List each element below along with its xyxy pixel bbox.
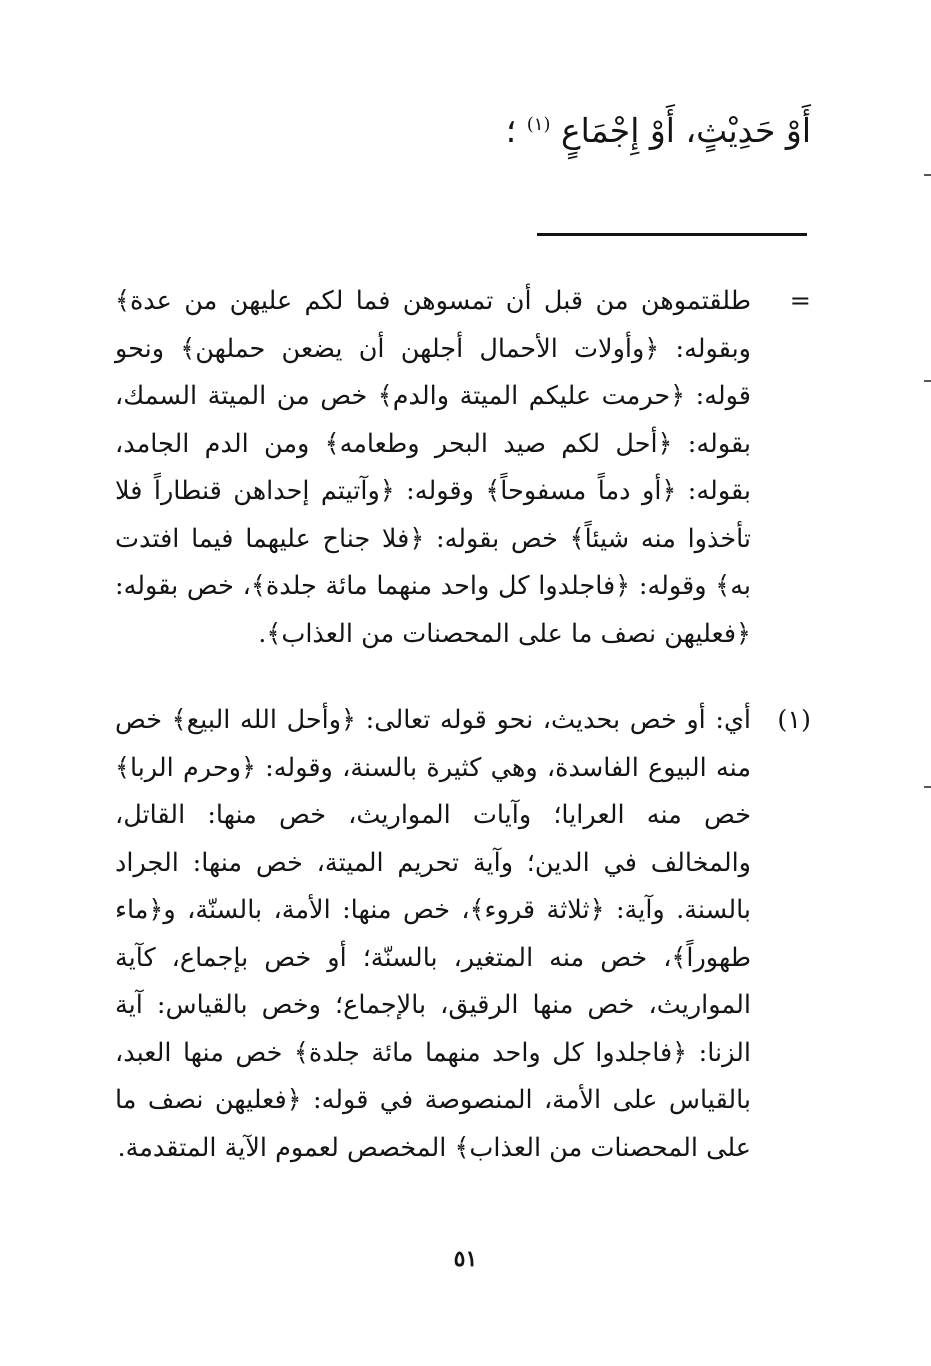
footnote-1-text: أي: أو خص بحديث، نحو قوله تعالى: ﴿وأحل الله البيع﴾ خص منه البيوع الفاسدة، وهي كثيرة بالسنة، وقوله: ﴿وحرم الربا﴾ خص منه العرايا؛ وآيات المواريث، خص منها: القاتل، والمخالف في الدين؛ وآية تحريم الميتة، خص منها: الجراد بالسنة. وآية: ﴿ثلاثة قروء﴾، خص منها: الأمة، بالسنّة، و﴿ماء طهوراً﴾، خص منه المتغير، بالسنّة؛ أو خص بإجماع، كآية المواريث، خص منها الرقيق، بالإجماع؛ وخص بالقياس: آية الزنا: ﴿فاجلدوا كل واحد منهما مائة جلدة﴾ خص منها العبد، بالقياس على الأمة، المنصوصة في قوله: ﴿فعليهن نصف ما على المحصنات من العذاب﴾ المخصص لعموم الآية المتقدمة. <box>115 705 751 1163</box>
footnote-divider <box>537 233 807 236</box>
footnote-1 <box>115 697 811 1237</box>
margin-mark <box>924 174 931 176</box>
margin-mark <box>924 786 931 788</box>
main-text: أَوْ حَدِيْثٍ، أَوْ إِجْمَاعٍ <box>560 111 811 150</box>
continuation-marker: = <box>789 286 811 316</box>
footnote-reference: (١) <box>526 114 551 135</box>
page-number: ٥١ <box>453 1246 478 1272</box>
main-text-end: ؛ <box>505 111 517 150</box>
margin-mark <box>924 380 931 382</box>
main-text-line <box>211 100 811 156</box>
footnote-1-marker: (١) <box>777 705 811 735</box>
footnote-continuation <box>115 278 811 662</box>
continuation-text: طلقتموهن من قبل أن تمسوهن فما لكم عليهن من عدة﴾ وبقوله: ﴿وأولات الأحمال أجلهن أن يضعن حملهن﴾ ونحو قوله: ﴿حرمت عليكم الميتة والدم﴾ خص من الميتة السمك، بقوله: ﴿أحل لكم صيد البحر وطعامه﴾ ومن الدم الجامد، بقوله: ﴿أو دماً مسفوحاً﴾ وقوله: ﴿وآتيتم إحداهن قنطاراً فلا تأخذوا منه شيئاً﴾ خص بقوله: ﴿فلا جناح عليهما فيما افتدت به﴾ وقوله: ﴿فاجلدوا كل واحد منهما مائة جلدة﴾، خص بقوله: ﴿فعليهن نصف ما على المحصنات من العذاب﴾. <box>115 286 751 649</box>
